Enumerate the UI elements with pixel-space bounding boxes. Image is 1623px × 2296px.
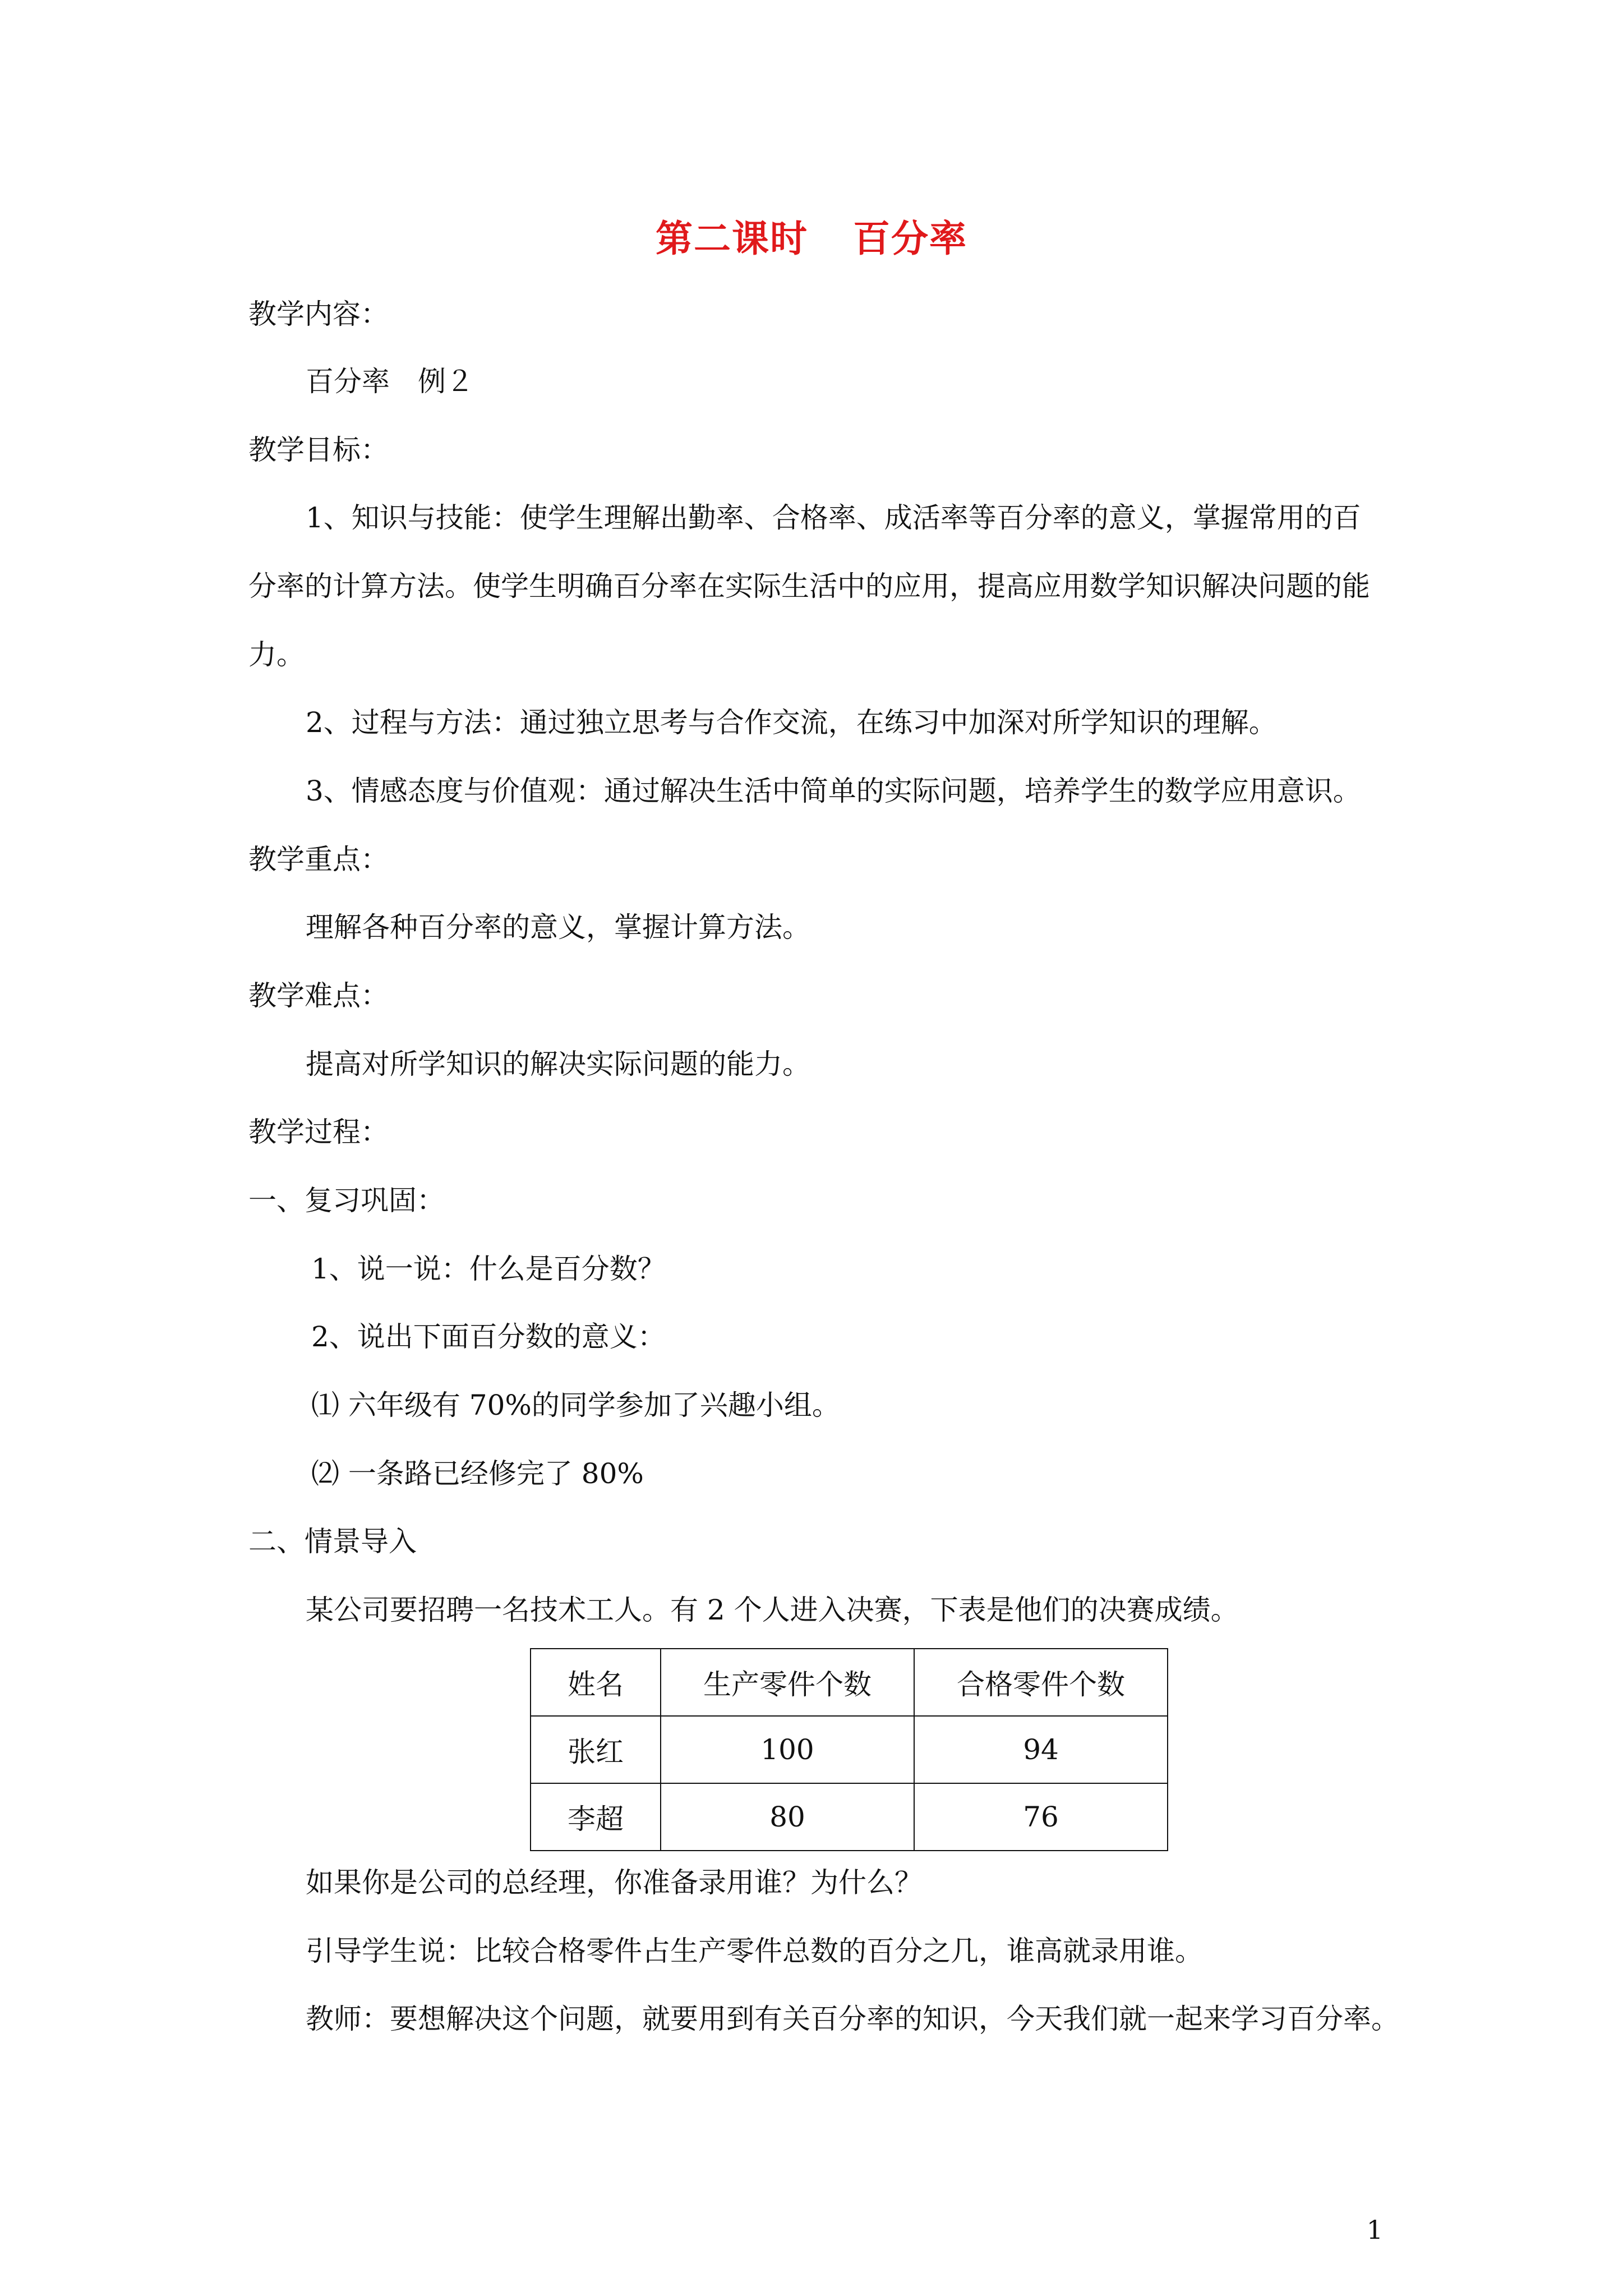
section-2-heading: 二、情景导入: [248, 1525, 417, 1558]
title-part-1: 第二课时: [656, 217, 808, 260]
key-text: 理解各种百分率的意义，掌握计算方法。: [306, 911, 810, 944]
table-cell: 张红: [531, 1716, 661, 1783]
table-cell: 李超: [531, 1783, 661, 1851]
table-cell: 94: [914, 1716, 1168, 1783]
scores-table: [530, 1648, 1168, 1851]
content-text: 百分率 例２: [306, 365, 474, 398]
table-cell: 80: [661, 1783, 914, 1851]
table-header-row: [531, 1649, 1168, 1716]
content-heading: 教学内容：: [248, 298, 389, 330]
review-item-2: 2、说出下面百分数的意义：: [311, 1320, 666, 1353]
table-cell: 100: [661, 1716, 914, 1783]
goal-1-line-3: 力。: [248, 638, 305, 671]
page-number: 1: [1366, 2215, 1383, 2245]
goal-1-line-2: 分率的计算方法。使学生明确百分率在实际生活中的应用，提高应用数学知识解决问题的能: [248, 570, 1370, 602]
table-header: 生产零件个数: [661, 1649, 914, 1716]
table-header: 姓名: [531, 1649, 661, 1716]
title-part-2: 百分率: [853, 217, 967, 260]
difficult-heading: 教学难点：: [248, 979, 389, 1012]
goal-1-line-1: 1、知识与技能：使学生理解出勤率、合格率、成活率等百分率的意义，掌握常用的百: [306, 501, 1361, 534]
goal-2: 2、过程与方法：通过独立思考与合作交流，在练习中加深对所学知识的理解。: [306, 706, 1277, 739]
goal-3: 3、情感态度与价值观：通过解决生活中简单的实际问题，培养学生的数学应用意识。: [306, 775, 1361, 807]
table-cell: 76: [914, 1783, 1168, 1851]
review-item-1: 1、说一说：什么是百分数？: [311, 1253, 666, 1285]
section-1-heading: 一、复习巩固：: [248, 1184, 445, 1217]
review-item-2a: ⑴ 六年级有 70%的同学参加了兴趣小组。: [311, 1389, 840, 1421]
table-row: [531, 1716, 1168, 1783]
question-text: 如果你是公司的总经理，你准备录用谁？为什么？: [306, 1866, 923, 1899]
teacher-text: 教师：要想解决这个问题，就要用到有关百分率的知识，今天我们就一起来学习百分率。: [306, 2003, 1399, 2035]
guide-text: 引导学生说：比较合格零件占生产零件总数的百分之几，谁高就录用谁。: [306, 1935, 1203, 1967]
table-row: [531, 1783, 1168, 1851]
scenario-text: 某公司要招聘一名技术工人。有 2 个人进入决赛，下表是他们的决赛成绩。: [306, 1594, 1239, 1626]
goals-heading: 教学目标：: [248, 434, 389, 466]
table-header: 合格零件个数: [914, 1649, 1168, 1716]
difficult-text: 提高对所学知识的解决实际问题的能力。: [306, 1048, 810, 1080]
document-title: [0, 209, 1623, 262]
key-heading: 教学重点：: [248, 843, 389, 876]
review-item-2b: ⑵ 一条路已经修完了 80%: [311, 1457, 644, 1490]
process-heading: 教学过程：: [248, 1116, 389, 1148]
